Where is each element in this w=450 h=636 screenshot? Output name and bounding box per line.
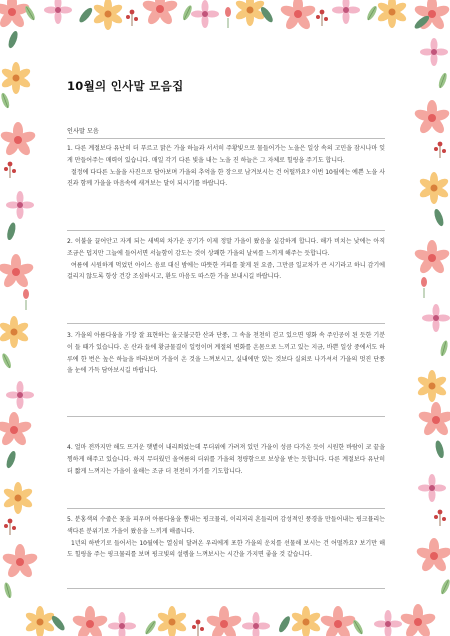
divider <box>67 230 385 231</box>
document-page <box>40 35 410 600</box>
greeting-3-paragraph-1: 3. 가을의 아름다움을 가장 잘 표현하는 울긋불긋한 산과 단풍, 그 속을 천천히 걷고 있으면 영화 속 주인공이 된 듯한 기분이 들 때가 있습니다. 온 산과 들에 황금물결이 일렁이며 계절의 변화를 온몸으로 느끼고 있는 지금, 바쁜 일상 중에서도 하루에 한 번은 높은 하늘을 바라보며 가을이 온 것을 느껴보시고, 실내에만 있는 것보다 실외로 나가셔서 가을의 멋진 단풍을 눈에 가득 담아보시길 바랍니다. <box>67 332 385 375</box>
greeting-1 <box>67 143 385 190</box>
greeting-2-paragraph-2: 여름에 시원하게 먹었던 아이스 음료 대신 밤에는 따뜻한 커피를 찾게 된 요즘, 그만큼 일교차가 큰 시기라고 하니 감기에 걸리지 않도록 항상 건강 조심하시고, 환도 마음도 따스한 가을 보내시길 바랍니다. <box>67 261 385 281</box>
divider <box>67 323 385 324</box>
divider <box>67 508 385 509</box>
greeting-5 <box>67 514 385 561</box>
greeting-4-paragraph-1: 4. 얼마 전까지만 해도 뜨거운 햇볕이 내리쬐었는데 무더위에 가려져 있던 가을이 성큼 다가온 듯이 시원한 바람이 코 끝을 찡하게 해주고 있습니다. 하지 무더웠던 올여름의 더위를 가을의 청량함으로 보상을 받는 듯합니다. 다른 계절보다 유난히 더 짧게 느껴지는 가을이 올해는 조금 더 천천히 가기를 기도합니다. <box>67 444 385 475</box>
greeting-1-paragraph-2: 절정에 다다른 노을을 사진으로 담아보며 가을의 추억을 한 장으로 남겨보시는 건 어떨까요? 이번 10월에는 예쁜 노을 사진과 함께 가을을 마음속에 새겨보는 달이 되시기를 바랍니다. <box>67 168 385 188</box>
greeting-3 <box>67 330 385 377</box>
greeting-5-paragraph-1: 5. 분홍색의 수줍은 꽃을 피우며 아름다움을 뽐내는 핑크뮬리, 이리저리 흔들리며 감성적인 풍경을 만들어내는 핑크뮬리는 색다른 분위기로 가을이 왔음을 느끼게 해줍니다. <box>67 516 385 535</box>
greeting-2 <box>67 236 385 283</box>
greeting-4 <box>67 442 385 477</box>
divider <box>67 416 385 417</box>
section-label: 인사말 모음 <box>67 128 99 135</box>
divider <box>67 138 385 139</box>
divider <box>67 588 385 589</box>
greeting-5-paragraph-2: 1년의 하반기로 들어서는 10월에는 열심히 달려온 우리에게 포한 가을의 운치를 선물해 보시는 건 어떨까요? 보기만 해도 힐링을 주는 핑크뮬리를 보며 핑크빛의 설렘을 느껴보시는 시간을 가지면 좋을 것 같습니다. <box>67 539 385 559</box>
page-title: 10월의 인사말 모음집 <box>67 79 184 93</box>
greeting-1-paragraph-1: 1. 다른 계절보다 유난히 더 푸르고 맑은 가을 하늘과 서서히 주황빛으로 물들어가는 노을은 일상 속의 고민을 잠시나마 잊게 만들어주는 매력이 있습니다. 매일 각기 다른 빛을 내는 노을 진 하늘은 그 자체로 힐링을 주기도 합니다. <box>67 145 385 164</box>
greeting-2-paragraph-1: 2. 이불을 끌어안고 자게 되는 새벽의 차가운 공기가 이제 정말 가을이 왔음을 실감하게 합니다. 해가 비치는 낮에는 아직 조금은 덥지만 그늘에 들어서면 서늘함이 감도는 것이 상쾌한 가을의 날씨를 느끼게 해주는 듯합니다. <box>67 238 385 257</box>
